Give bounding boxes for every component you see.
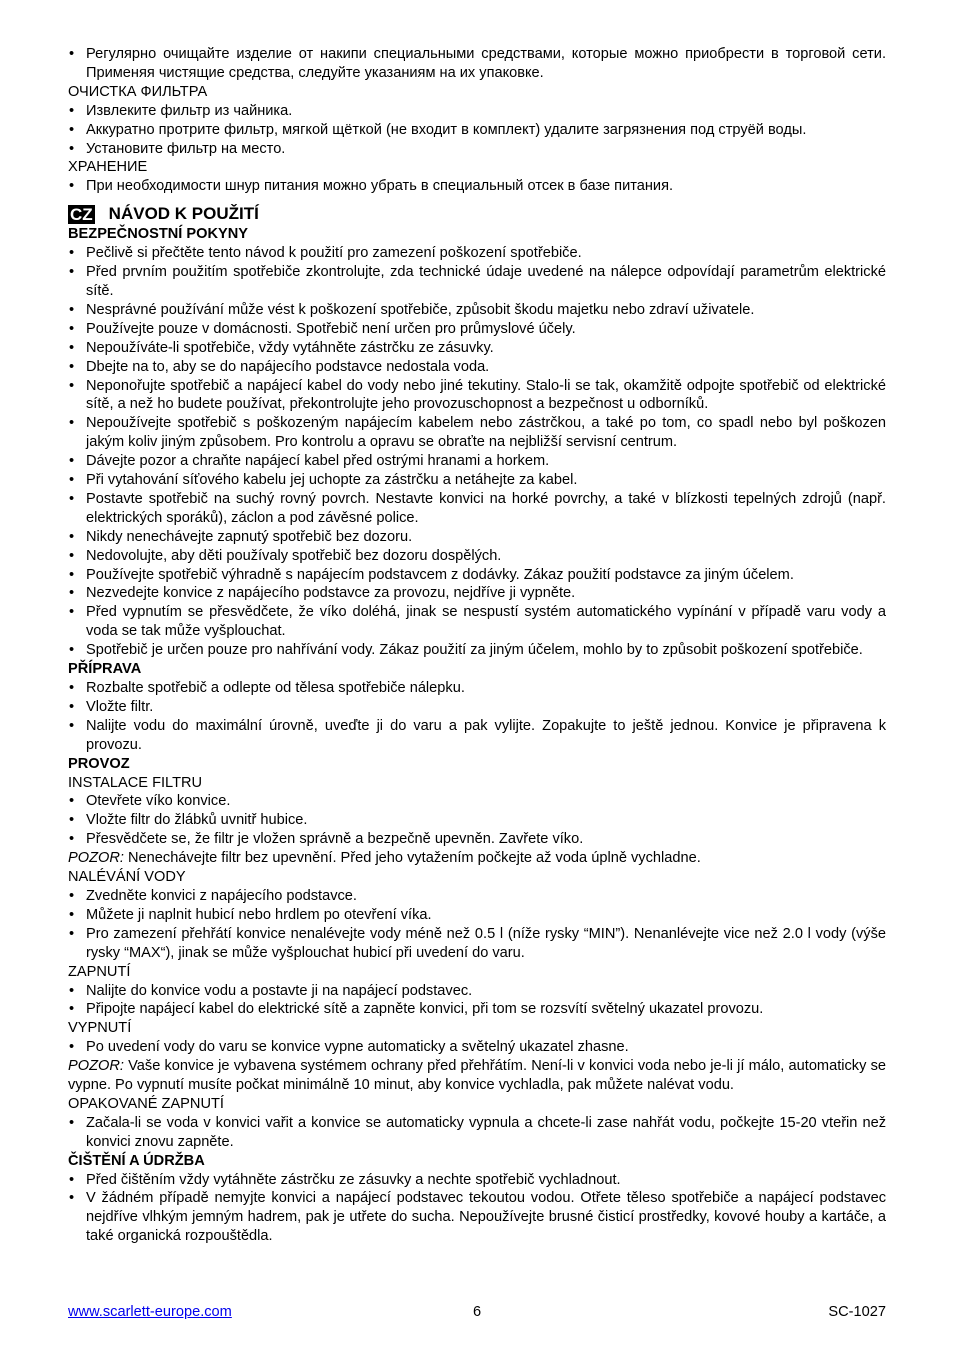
list-item: • Používejte pouze v domácnosti. Spotřebič není určen pro průmyslové účely. — [68, 320, 886, 339]
cz-section-header — [68, 203, 886, 225]
list-item: • Nesprávné používání může vést k poškození spotřebiče, způsobit škodu majetku nebo zdraví uživatele. — [68, 301, 886, 320]
note-text: Vaše konvice je vybavena systémem ochrany před přehřátím. Není-li v konvici voda nebo je-li jí málo, automaticky se vypne. Po vypnutí musíte počkat minimálně 10 minut, aby konvice vychladla, pak můžete nalévat vodu. — [68, 1058, 886, 1094]
list-item: • Neponořujte spotřebič a napájecí kabel do vody nebo jiné tekutiny. Stalo-li se tak, okamžitě odpojte spotřebič od elektrické sítě, a než ho budete používat, překontrolujte jeho provozuschopnost a bezpečnost u odborníků. — [68, 377, 886, 415]
list-item: • Vložte filtr do žlábků uvnitř hubice. — [68, 811, 886, 830]
ru-descale-list — [68, 45, 886, 83]
ru-storage-list — [68, 177, 886, 196]
list-item: • Přesvědčete se, že filtr je vložen správně a bezpečně upevněn. Zavřete víko. — [68, 830, 886, 849]
list-item: • Извлеките фильтр из чайника. — [68, 102, 886, 121]
preparation-heading: PŘÍPRAVA — [68, 661, 142, 678]
document-body — [68, 45, 886, 1246]
cleaning-list — [68, 1171, 886, 1247]
list-item: • Nedovolujte, aby děti používaly spotřebič bez dozoru dospělých. — [68, 547, 886, 566]
list-item: • Pečlivě si přečtěte tento návod k použití pro zamezení poškození spotřebiče. — [68, 244, 886, 263]
repeat-on-list — [68, 1114, 886, 1152]
list-item: • Zvedněte konvici z napájecího podstavce. — [68, 887, 886, 906]
list-item: • Před prvním použitím spotřebiče zkontrolujte, zda technické údaje uvedené na nálepce odpovídají parametrům elektrické sítě. — [68, 263, 886, 301]
list-item: • Nalijte vodu do maximální úrovně, uveďte ji do varu a pak vylijte. Zopakujte to ještě jednou. Konvice je připravena k provozu. — [68, 717, 886, 755]
page-number: 6 — [472, 1304, 482, 1320]
list-item: • Nezvedejte konvice z napájecího podstavce za provozu, nejdříve ji vypněte. — [68, 584, 886, 603]
list-item: • Установите фильтр на место. — [68, 140, 886, 159]
safety-list — [68, 244, 886, 660]
list-item: • Nalijte do konvice vodu a postavte ji na napájecí podstavec. — [68, 982, 886, 1001]
list-item: • Postavte spotřebič na suchý rovný povrch. Nestavte konvici na horké povrchy, a také v blízkosti tepelných zdrojů (např. elektrických sporáků), záclon a pod závěsné police. — [68, 490, 886, 528]
list-item: • Nikdy nenechávejte zapnutý spotřebič bez dozoru. — [68, 528, 886, 547]
switch-off-list — [68, 1038, 886, 1057]
list-item: • Vložte filtr. — [68, 698, 886, 717]
list-item: • Před čištěním vždy vytáhněte zástrčku ze zásuvky a nechte spotřebič vychladnout. — [68, 1171, 886, 1190]
safety-heading: BEZPEČNOSTNÍ POKYNY — [68, 226, 249, 243]
list-item: • Dbejte na to, aby se do napájecího podstavce nedostala voda. — [68, 358, 886, 377]
operation-heading: PROVOZ — [68, 755, 130, 772]
note-text: Nenechávejte filtr bez upevnění. Před jeho vytažením počkejte až voda úplně vychladne. — [123, 850, 701, 867]
list-item: • Nepoužívejte spotřebič s poškozeným napájecím kabelem nebo zástrčkou, a také po tom, co spadl nebo byl poškozen jakým koliv jiným způsobem. Pro kontrolu a opravu se obraťte na nejbližší servisní centrum. — [68, 414, 886, 452]
note-label: POZOR: — [68, 850, 124, 867]
overheat-warning-note — [68, 1057, 886, 1095]
list-item: • Před vypnutím se přesvědčete, že víko doléhá, jinak se nespustí systém automatického vypínání v případě varu vody a voda se tak může vyšplouchat. — [68, 603, 886, 641]
filter-install-list — [68, 792, 886, 849]
list-item: • Po uvedení vody do varu se konvice vypne automaticky a světelný ukazatel zhasne. — [68, 1038, 886, 1057]
note-label: POZOR: — [68, 1058, 124, 1075]
switch-on-list — [68, 982, 886, 1020]
list-item: • Rozbalte spotřebič a odlepte od tělesa spotřebiče nálepku. — [68, 679, 886, 698]
list-item: • Spotřebič je určen pouze pro nahřívání vody. Zákaz použití za jiným účelem, mohlo by to způsobit poškození spotřebiče. — [68, 641, 886, 660]
website-link[interactable]: www.scarlett-europe.com — [68, 1304, 232, 1320]
list-item: • Dávejte pozor a chraňte napájecí kabel před ostrými hranami a horkem. — [68, 452, 886, 471]
list-item: • Otevřete víko konvice. — [68, 792, 886, 811]
filter-warning-note — [68, 849, 886, 868]
cz-section-title: NÁVOD K POUŽITÍ — [108, 203, 259, 223]
ru-filter-heading: ОЧИСТКА ФИЛЬТРА — [68, 83, 208, 100]
filling-heading: NALÉVÁNÍ VODY — [68, 869, 186, 886]
list-item: • Nepoužíváte-li spotřebiče, vždy vytáhněte zástrčku ze zásuvky. — [68, 339, 886, 358]
list-item: • Аккуратно протрите фильтр, мягкой щёткой (не входит в комплект) удалите загрязнения под струёй воды. — [68, 121, 886, 140]
repeat-on-heading: OPAKOVANÉ ZAPNUTÍ — [68, 1095, 224, 1112]
list-item: • Při vytahování síťového kabelu jej uchopte za zástrčku a netáhejte za kabel. — [68, 471, 886, 490]
filling-list — [68, 887, 886, 963]
ru-storage-heading: ХРАНЕНИЕ — [68, 159, 148, 176]
preparation-list — [68, 679, 886, 755]
list-item: • Začala-li se voda v konvici vařit a konvice se automaticky vypnula a chcete-li zase nahřát vodu, počkejte 15-20 vteřin než konvici znovu zapněte. — [68, 1114, 886, 1152]
list-item: • Používejte spotřebič výhradně s napájecím podstavcem z dodávky. Zákaz použití podstavce za jiným účelem. — [68, 566, 886, 585]
switch-on-heading: ZAPNUTÍ — [68, 963, 131, 980]
list-item: • Pro zamezení přehřátí konvice nenalévejte vody méně než 0.5 l (níže rysky “MIN”). Nenanlévejte vice než 2.0 l vody (výše rysky “MAX“), jinak se může vyšplouchat hubicí při uvedení do varu. — [68, 925, 886, 963]
list-item: • При необходимости шнур питания можно убрать в специальный отсек в базе питания. — [68, 177, 886, 196]
switch-off-heading: VYPNUTÍ — [68, 1020, 132, 1037]
filter-install-heading: INSTALACE FILTRU — [68, 774, 203, 791]
list-item: • Регулярно очищайте изделие от накипи специальными средствами, которые можно приобрести в торговой сети. Применяя чистящие средства, следуйте указаниям на их упаковке. — [68, 45, 886, 83]
cleaning-heading: ČIŠTĚNÍ A ÚDRŽBA — [68, 1152, 205, 1169]
list-item: • Připojte napájecí kabel do elektrické sítě a zapněte konvici, při tom se rozsvítí světelný ukazatel provozu. — [68, 1000, 886, 1019]
list-item: • Můžete ji naplnit hubicí nebo hrdlem po otevření víka. — [68, 906, 886, 925]
cz-language-badge: CZ — [70, 204, 93, 224]
page-footer — [68, 1303, 886, 1322]
ru-filter-list — [68, 102, 886, 159]
model-number: SC-1027 — [828, 1304, 886, 1320]
list-item: • V žádném případě nemyjte konvici a napájecí podstavec tekoutou vodou. Otřete těleso spotřebiče a napájecí podstavec nejdříve vlhkým jemným hadrem, pak je utřete do sucha. Nepoužívejte brusné čisticí prostředky, kovové houby a kartáče, a také organická rozpouštědla. — [68, 1189, 886, 1246]
